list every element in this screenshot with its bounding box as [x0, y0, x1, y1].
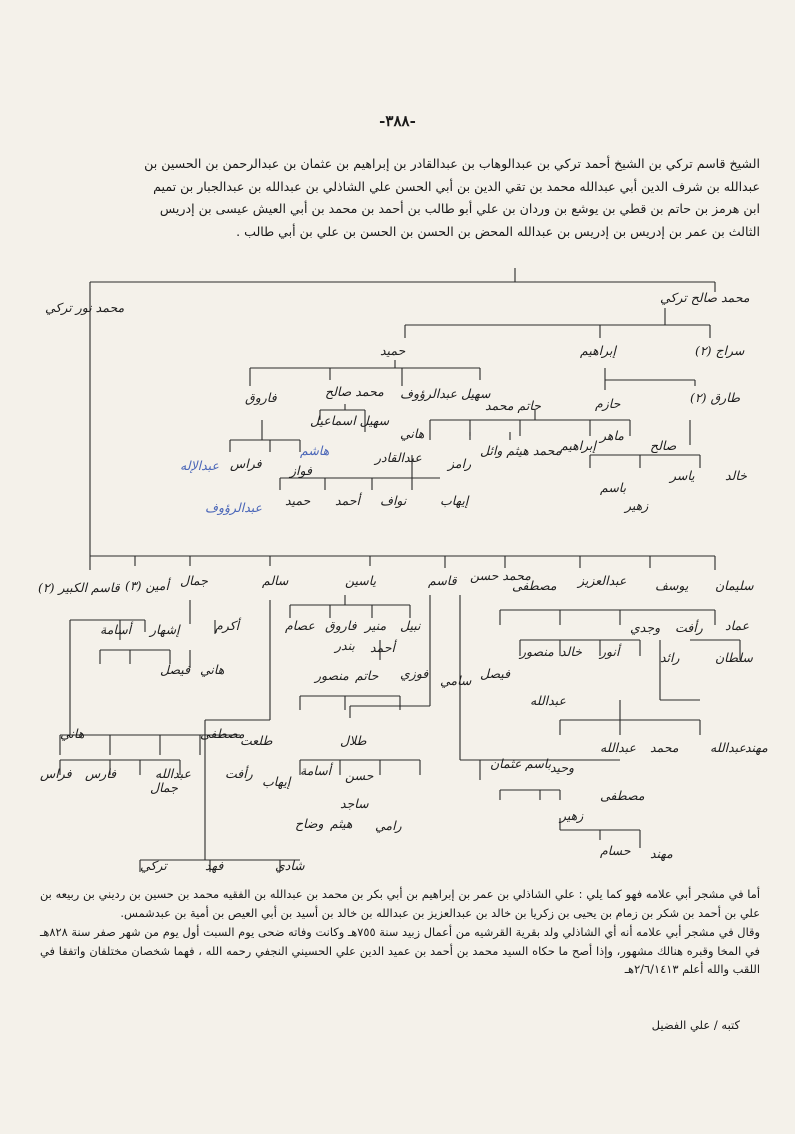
tree-node: رائد	[660, 650, 680, 665]
tree-connector	[90, 268, 715, 316]
tree-connector	[300, 696, 400, 710]
tree-node: هاني	[60, 726, 85, 741]
tree-node: هاني	[200, 662, 225, 677]
tree-node: طلال	[340, 733, 367, 748]
tree-node: طارق (٢)	[690, 390, 740, 405]
tree-connector	[520, 640, 640, 656]
tree-connector	[90, 316, 715, 570]
tree-node: حازم	[595, 396, 621, 411]
footnote-paragraph: أما في مشجر أبي علامه فهو كما يلي : علي الشاذلي بن عمر بن إبراهيم بن أبي بكر بن محمد بن عبدالله بن الفقيه محمد بن حسين بن رديني بن ربيعه بن علي بن أحمد بن شكر بن زمام بن يحيى بن زكريا بن خالد بن عبدالعزيز بن عبدالله بن خالد بن أسيد بن أبي العيص بن أمية بن عبدشمس.	[40, 887, 760, 920]
lineage-line: ابن هرمز بن حاتم بن قطي بن يوشع بن وردان بن علي أبو طالب بن أحمد بن محمد بن أبي العيش عيسى بن إدريس	[159, 201, 760, 216]
tree-node: عبدالله	[600, 740, 636, 755]
tree-connector	[430, 420, 510, 440]
tree-node: عبدالله	[530, 693, 566, 708]
tree-node: محمد حسن	[470, 568, 531, 583]
tree-node: سلطان	[715, 650, 753, 665]
tree-connector	[500, 790, 560, 800]
tree-node: سهيل عبدالرؤوف	[400, 386, 491, 401]
tree-node: فيصل	[480, 666, 511, 681]
tree-node: عبدالله	[710, 740, 746, 755]
tree-node: باسم	[600, 480, 627, 495]
tree-node: هيثم	[330, 816, 353, 831]
tree-node: أحمد	[335, 493, 360, 508]
tree-node: حميد	[380, 343, 406, 358]
tree-connector	[405, 308, 710, 338]
tree-node: فاروق	[325, 618, 357, 633]
tree-connector	[290, 595, 410, 618]
tree-node: إشهار	[150, 622, 180, 637]
tree-node: محمد هيثم وائل	[480, 443, 562, 458]
tree-node: مصطفى	[200, 726, 245, 741]
tree-node: فيصل	[160, 662, 191, 677]
tree-node: مهند	[650, 846, 673, 861]
tree-node: ساجد	[340, 796, 369, 811]
tree-node: سالم	[262, 573, 289, 588]
tree-connector	[590, 420, 700, 468]
tree-node: فهد	[205, 858, 224, 873]
tree-node: شادي	[275, 858, 305, 873]
tree-connector	[60, 760, 180, 775]
tree-connector	[320, 404, 365, 432]
tree-node: رامز	[448, 456, 472, 471]
tree-node: وحيد	[550, 760, 575, 775]
tree-node: ياسر	[670, 468, 695, 483]
tree-node-root-left: محمد نور تركي	[45, 300, 125, 315]
tree-node: زهير	[625, 498, 649, 513]
tree-node: أسامة	[100, 622, 132, 637]
tree-connector	[230, 420, 300, 452]
tree-connector	[500, 610, 715, 625]
tree-node: حميد	[285, 493, 311, 508]
tree-node: رأفت	[225, 766, 253, 781]
tree-node: أسامة	[300, 763, 332, 778]
tree-node: رامي	[375, 818, 402, 833]
tree-node: عماد	[725, 618, 750, 633]
tree-node-root-right: محمد صالح تركي	[660, 290, 750, 305]
tree-node: منير	[365, 618, 387, 633]
tree-node: عبدالله	[155, 766, 191, 781]
tree-node: فاروق	[245, 390, 277, 405]
tree-node: وجدي	[630, 620, 661, 635]
tree-node: سليمان	[715, 578, 754, 593]
tree-connector	[100, 650, 170, 664]
tree-node: أنور	[600, 644, 620, 659]
tree-connector	[605, 368, 695, 390]
tree-connector	[470, 410, 630, 436]
tree-node: جمال	[180, 573, 208, 588]
tree-node: صالح	[650, 438, 677, 453]
tree-node: مهند	[745, 740, 768, 755]
tree-node: حاتم	[355, 668, 379, 683]
tree-node: عبدالعزيز	[578, 573, 627, 588]
tree-node: سهيل اسماعيل	[310, 413, 390, 428]
tree-node: مصطفى	[600, 788, 645, 803]
footnote-paragraph: وقال في مشجر أبي علامه أنه أي الشاذلي ولد بقرية القرشيه من أعمال زبيد سنة ٧٥٥هـ وكانت وفاته ضحى يوم السبت أول يوم من شهر صفر سنة ٨٢٨هـ في المخا وقبره هنالك مشهور، وإذا أصح ما حكاه السيد محمد بن أحمد بن عميد الدين علي الحسيني النجفي رحمه الله ، فهما شخصان مختلفان واتفقا في اللقب والله أعلم ٢/٦/١٤١٣هـ	[40, 925, 760, 976]
tree-node: فراس	[230, 456, 262, 471]
tree-connector	[560, 700, 700, 735]
tree-node: إبراهيم	[560, 438, 597, 453]
tree-node: سراج (٢)	[695, 343, 745, 358]
tree-node: فواز	[290, 463, 312, 478]
tree-node: ماهر	[600, 428, 624, 443]
tree-node: أمين (٣)	[125, 578, 169, 593]
tree-node: منصور	[315, 668, 349, 683]
tree-connector	[250, 360, 480, 386]
tree-connector	[350, 595, 430, 718]
tree-connector	[205, 600, 270, 860]
tree-node: زهير	[560, 808, 584, 823]
tree-connector	[280, 455, 440, 490]
tree-node: خالد	[725, 468, 747, 483]
signature: كتبه / علي الفضيل	[651, 1018, 740, 1032]
tree-node-annotation: هاشم	[300, 443, 330, 458]
tree-node: حاتم محمد	[485, 398, 541, 413]
tree-node: نواف	[380, 493, 407, 508]
tree-connector	[190, 600, 215, 668]
tree-node: فوزي	[400, 666, 429, 681]
tree-connector	[560, 818, 640, 848]
lineage-line: عبدالله بن شرف الدين أبي عبدالله محمد بن تقي الدين بن أبي الحسن علي الشاذلي بن عبدالله بن عبدالجبار بن تميم	[153, 178, 760, 194]
tree-node: حسام	[600, 843, 631, 858]
tree-node: طلعت	[240, 733, 273, 748]
tree-node: وضاح	[295, 816, 324, 831]
tree-node: مصطفى	[512, 578, 557, 593]
tree-node: فارس	[85, 766, 117, 781]
tree-node: خالد	[560, 644, 582, 659]
tree-node: قاسم	[428, 573, 457, 588]
tree-node: عصام	[285, 618, 315, 633]
lineage-paragraph	[40, 153, 760, 243]
tree-node: منصور	[520, 644, 554, 659]
tree-node: عبدالإله	[180, 458, 219, 473]
tree-node: جمال	[150, 780, 178, 795]
tree-node: إيهاب	[262, 774, 291, 789]
tree-connector	[460, 595, 620, 780]
tree-node: أكرم	[215, 618, 240, 633]
tree-node: رأفت	[675, 620, 703, 635]
tree-node: فراس	[40, 766, 72, 781]
tree-node: محمد صالح	[325, 384, 384, 399]
tree-node: عثمان	[490, 756, 522, 771]
tree-node: سامي	[440, 673, 472, 688]
footnote	[40, 885, 760, 980]
page-number: -٣٨٨-	[379, 112, 416, 130]
tree-node: أحمد	[370, 640, 395, 655]
lineage-line: الشيخ قاسم تركي بن الشيخ أحمد تركي بن عبدالوهاب بن عبدالقادر بن إبراهيم بن عثمان بن عبدالرحمن بن الحسين بن	[144, 156, 760, 171]
tree-node: باسم	[525, 756, 552, 771]
tree-node: إيهاب	[440, 493, 469, 508]
tree-connector	[660, 640, 740, 700]
tree-node: قاسم الكبير (٢)	[38, 580, 120, 595]
tree-connector	[300, 760, 420, 775]
tree-connector	[70, 620, 145, 735]
tree-connector	[60, 735, 240, 755]
tree-node: بندر	[335, 638, 355, 653]
tree-node: عبدالقادر	[375, 450, 422, 465]
tree-node: نبيل	[400, 618, 421, 633]
tree-connector	[140, 860, 300, 872]
lineage-line: الثالث بن عمر بن إدريس بن إدريس بن عبدالله المحض بن الحسن بن الحسن بن علي بن أبي طالب .	[236, 223, 760, 239]
tree-node: إبراهيم	[580, 343, 617, 358]
tree-node: تركي	[140, 858, 167, 873]
tree-node: هاني	[400, 426, 425, 441]
tree-node: محمد	[650, 740, 679, 755]
tree-node: عبدالرؤوف	[205, 500, 263, 515]
tree-node: ياسين	[345, 573, 377, 588]
tree-node: حسن	[345, 768, 374, 783]
tree-node: يوسف	[655, 578, 689, 593]
